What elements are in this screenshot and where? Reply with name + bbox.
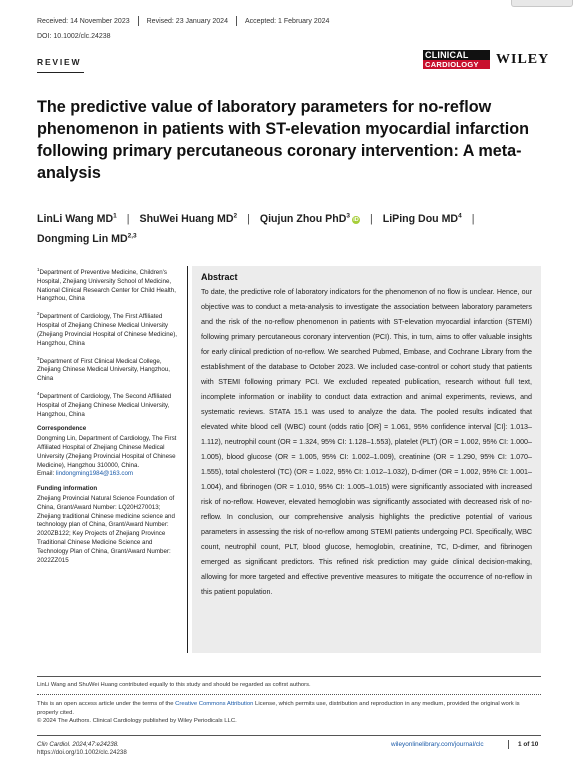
journal-logo [423, 50, 490, 69]
cofirst-footnote: LinLi Wang and ShuWei Huang contributed equally to this study and should be regarded as cofirst authors. [37, 682, 311, 688]
revised-date: Revised: 23 January 2024 [146, 17, 228, 25]
affiliation: $^1$Department of Preventive Medicine, Children's Hospital, Zhejiang University School of Medicine, National Clinical Research Center for Child Health, Hangzhou, China [37, 267, 176, 303]
citation-text: Clin Cardiol. 2024;47:e24238. [37, 741, 119, 748]
author-list [37, 207, 547, 248]
footer-divider [37, 735, 541, 736]
email-link[interactable]: lindongming1984@163.com [55, 470, 134, 478]
date-separator [236, 16, 237, 26]
affiliation: $^2$Department of Cardiology, The First Affiliated Hospital of Zhejiang Chinese Medical University (Zhejiang Provincial Hospital of Chinese Medicine), Hangzhou, China [37, 311, 177, 347]
author-name: Dongming Lin MD$^{2,3}$ [37, 232, 137, 246]
abstract-heading: Abstract [201, 272, 238, 282]
author-name: LiPing Dou $MD^4$ [382, 212, 462, 225]
author-separator: | [369, 212, 373, 225]
left-column [37, 266, 185, 571]
top-right-tab-button[interactable] [511, 0, 573, 7]
date-separator [138, 16, 139, 26]
author-name: ShuWei Huang $MD^2$ [139, 212, 238, 225]
funding-heading: Funding information [37, 485, 98, 493]
copyright-line: © 2024 The Authors. Clinical Cardiology published by Wiley Periodicals LLC. [37, 718, 237, 724]
page-number: 1 of 10 [518, 741, 539, 748]
received-date: Received: 14 November 2023 [37, 17, 130, 25]
footnote-divider [37, 676, 541, 677]
correspondence-heading: Correspondence [37, 425, 87, 433]
article-title: The predictive value of laboratory parameters for no-reflow phenomenon in patients with ST-elevation myocardial infarction following primary percutaneous coronary intervention: A meta-analysis [37, 98, 529, 182]
affiliation: $^3$Department of First Clinical Medical College, Zhejiang Chinese Medical University, Hangzhou, China [37, 355, 170, 383]
publisher-logo: WILEY [496, 52, 550, 67]
affiliation: $^4$Department of Cardiology, The Second Affiliated Hospital of Zhejiang Chinese Medical University, Hangzhou, China [37, 390, 172, 418]
correspondence-text: Dongming Lin, Department of Cardiology, The First Affiliated Hospital of Zhejiang Chinese Medical University (Zhejiang Provincial Hospital of Chinese Medicine), Hangzhou 310000, China. Email: lindongming1984@163.com [37, 435, 177, 478]
section-underline [37, 72, 84, 73]
license-divider [37, 694, 541, 695]
orcid-icon[interactable]: iD [353, 216, 359, 223]
author-separator: | [471, 212, 475, 225]
doi-url[interactable]: https://doi.org/10.1002/clc.24238 [37, 749, 127, 757]
accepted-date: Accepted: 1 February 2024 [244, 17, 330, 25]
license-text: This is an open access article under the terms of the Creative Commons Attribution License, which permits use, distribution and reproduction in any medium, provided the original work is properly cited. © 2024 The Authors. Clinical Cardiology published by Wiley Periodicals LLC. [37, 701, 520, 724]
author-separator: | [126, 212, 130, 225]
abstract-text: To date, the predictive role of laboratory indicators for the phenomenon of no flow is unclear. Hence, our objective was to conduct a meta-analysis to investigate the association between laboratory parameters and the risk of the no-reflow phenomenon in patients with ST-elevation myocardial infarction (STEMI) following primary percutaneous coronary intervention (PCI). This, in turn, aims to offer valuable insights for early clinical prediction of no-reflow. We searched Pubmed, Embase, and Cochrane Library from the establishment of the database to October 2023. We included case-control or cohort study that patients with STEMI following primary PCI. We excluded repeated publication, research without full text, incomplete information or inability to conduct data extraction and animal experiments, reviews, and systematic reviews. STATA 15.1 was used to analyze the data. The pooled results indicated that elevated white blood cell (WBC) count (odds ratio [OR] = 1.061, 95% confidence interval [CI]: 1.013–1.112), neutrophil count (OR = 1.324, 95% CI: 1.128–1.553), platelet (PLT) (OR = 1.002, 95% CI: 1.000–1.005), blood glucose (OR = 1.005, 95% CI: 1.002–1.009), creatinine (OR = 1.290, 95% CI: 1.070–1.555), total cholesterol (TC) (OR = 1.022, 95% CI: 1.012–1.032), D-dimer (OR = 1.002, 95% CI: 1.001–1.004), and fibrinogen (OR = 1.010, 95% CI: 1.005–1.015) were significantly associated with increased risk of no-reflow. However, elevated hemoglobin was significantly associated with decreased risk of no-reflow. In conclusion, our comprehensive analysis highlights the predictive potential of various parameters in assessing the risk of no-reflow among STEMI patients undergoing PCI. Specifically, WBC count, neutrophil count, PLT, blood glucose, hemoglobin, creatinine, TC, D-dimer, and fibrinogen emerged as significant predictors. This refined risk prediction may guide clinical decision-making, allowing for more targeted and effective preventive measures to mitigate the occurrence of no-reflow in this patient population. [201, 288, 532, 596]
article-dates [37, 16, 329, 26]
journal-url-link[interactable]: wileyonlinelibrary.com/journal/clc [391, 741, 484, 748]
funding-text: Zhejiang Provincial Natural Science Foundation of China, Grant/Award Number: LQ20H270013; Zhejiang traditional Chinese medicine science and technology plan of China, Grant/Award Number: 2020ZB122; Key Projects of Zhejiang Province Traditional Chinese Medicine Science and Technology Plan of China, Grant/Award Number: 2022ZZ015 [37, 494, 175, 564]
column-divider [187, 266, 188, 653]
journal-logo-top: CLINICAL [423, 50, 490, 60]
footer-citation [37, 741, 127, 758]
abstract-box [192, 266, 541, 653]
author-separator: | [247, 212, 250, 225]
footer-separator [508, 740, 509, 749]
author-name: Qiujun Zhou PhD$^3$ [259, 212, 350, 225]
cc-license-link[interactable]: Creative Commons Attribution [175, 701, 254, 707]
author-name: LinLi Wang $MD^1$ [37, 212, 117, 225]
section-label: REVIEW [37, 57, 82, 67]
doi-text: DOI: 10.1002/clc.24238 [37, 33, 111, 40]
journal-logo-bottom: CARDIOLOGY [423, 60, 490, 69]
